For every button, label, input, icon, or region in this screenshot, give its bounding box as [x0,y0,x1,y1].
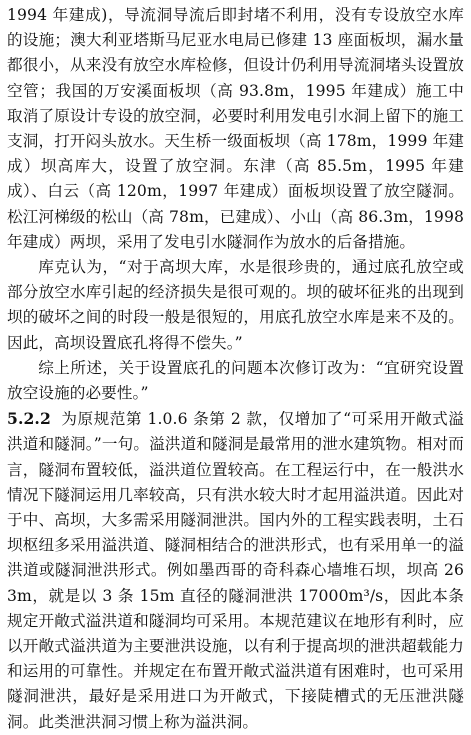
section-5-2-2-text: 为原规范第 1.0.6 条第 2 款，仅增加了“可采用开敞式溢洪道和隧洞。”一句。溢洪道和隧洞是最常用的泄水建筑物。相对而言，隧洞布置较低，溢洪道位置较高。在工程运行中，在一般洪水情况下隧洞运用几率较高，只有洪水较大时才起用溢洪道。因此对于中、高坝，大多需采用隧洞泄洪。国内外的工程实践表明，土石坝枢纽多采用溢洪道、隧洞相结合的泄洪形式，也有采用单一的溢洪道或隧洞泄洪形式。例如墨西哥的奇科森心墙堆石坝，坝高 263m，就是以 3 条 15m 直径的隧洞泄洪 17000m³/s，因此本条规定开敞式溢洪道和隧洞均可采用。本规范建议在地形有利时，应以开敞式溢洪道为主要泄洪设施，以有利于提高坝的泄洪超载能力和运用的可靠性。并规定在布置开敞式溢洪道有困难时，也可采用隧洞泄洪，最好是采用进口为开敞式，下接陡槽式的无压泄洪隧洞。此类泄洪洞习惯上称为溢洪洞。 [7,410,464,731]
paragraph-section-5-2-2 [7,406,464,735]
section-number: 5.2.2 [7,409,51,429]
paragraph-revision-summary: 综上所述，关于设置底孔的问题本次修订改为：“宜研究设置放空设施的必要性。” [7,358,464,403]
paragraph-cook-quote: 库克认为，“对于高坝大库，水是很珍贵的，通过底孔放空或部分放空水库引起的经济损失是很可观的。坝的破坏征兆的出现到坝的破坏之间的时段一般是很短的，用底孔放空水库是来不及的。因此，高坝设置底孔将得不偿失。” [7,258,464,352]
paragraph-dam-examples: 1994 年建成)，导流洞导流后即封堵不利用，没有专设放空水库的设施；澳大利亚塔斯马尼亚水电局已修建 13 座面板坝，漏水量都很小，从来没有放空水库检修，但设计仍利用导流洞堵头设置放空管；我国的万安溪面板坝（高 93.8m，1995 年建成）施工中取消了原设计专设的放空洞，必要时利用发电引水洞上留下的施工支洞，打开闷头放水。天生桥一级面板坝（高 178m，1999 年建成）坝高库大，设置了放空洞。东津（高 85.5m，1995 年建成）、白云（高 120m，1997 年建成）面板坝设置了放空隧洞。松江河梯级的松山（高 78m，已建成）、小山（高 86.3m，1998 年建成）两坝，采用了发电引水隧洞作为放水的后备措施。 [7,6,464,251]
